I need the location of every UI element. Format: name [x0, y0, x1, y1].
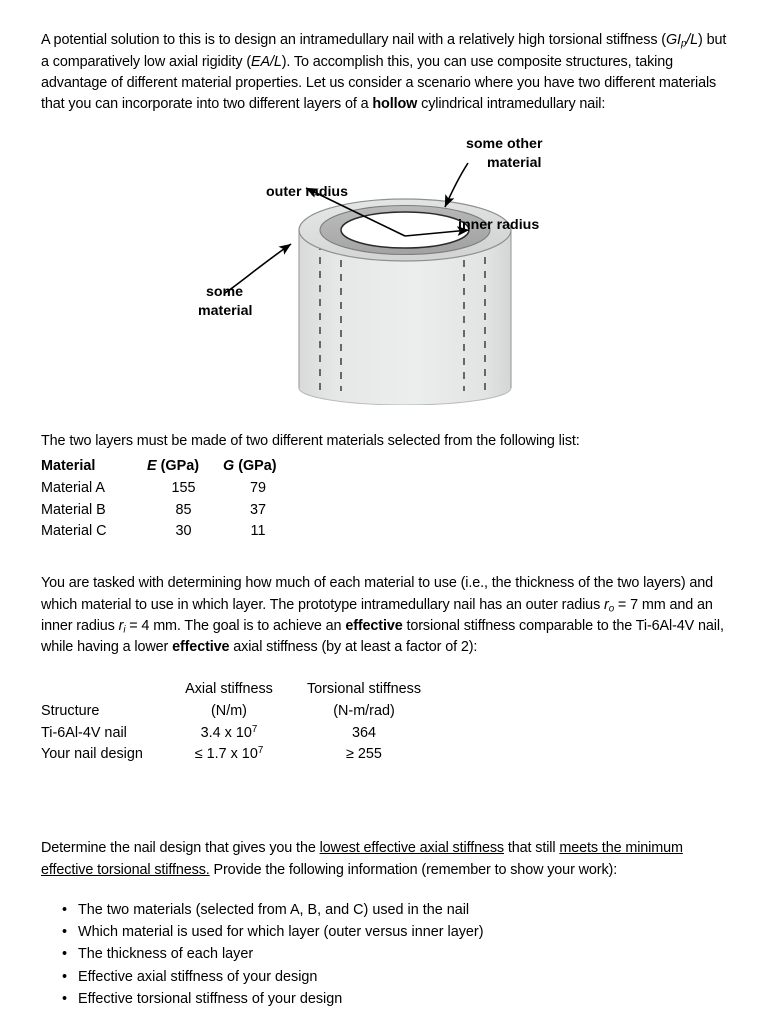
material-g-value: 37	[249, 501, 266, 518]
shear-modulus-unit: (GPa)	[234, 458, 277, 474]
list-item: • The two materials (selected from A, B, and C) used in the nail	[62, 899, 483, 921]
axial-stiffness-value	[163, 723, 295, 745]
stiffness-header-torsional: Torsional stiffness	[306, 681, 422, 697]
material-e-value: 30	[175, 523, 192, 540]
material-header-shear-modulus	[223, 456, 293, 478]
outer-radius-subscript: o	[608, 603, 615, 615]
intro-paragraph	[41, 30, 727, 115]
determine-text-2: that still	[504, 840, 560, 857]
intro-text-2: ) but a comparatively low axial rigidity (	[41, 32, 727, 70]
list-item: • Which material is used for which layer (outer versus inner layer)	[62, 921, 483, 943]
intro-text-3: ). To accomplish this, you can use composite structures, taking advantage of different material properties. Let us consider a scenario where you have two different materials that you can incorporate into two different layers of a	[41, 53, 717, 113]
some-material-label-line1: some	[206, 284, 244, 300]
task-text-1: You are tasked with determining how much of each material to use (i.e., the thickness of the two layers) and which material to use in which layer. The prototype intramedullary nail has an outer radius	[41, 575, 714, 613]
material-properties-table	[41, 456, 293, 543]
some-other-material-label-line2: material	[487, 155, 542, 171]
minimum-torsional-stiffness-underline: meets the minimum effective torsional stiffness.	[41, 840, 683, 878]
material-e-value: 85	[175, 501, 192, 518]
torsional-rigidity-length: /L	[686, 32, 699, 49]
some-material-label-line2: material	[198, 303, 253, 319]
stiffness-header-axial-unit: (N/m)	[211, 702, 247, 719]
torsional-stiffness-value: ≥ 255	[346, 746, 382, 763]
list-item: • The thickness of each layer	[62, 943, 483, 965]
task-paragraph	[41, 573, 727, 658]
stiffness-header-torsional-unit: (N-m/rad)	[333, 702, 395, 719]
outer-radius-symbol: r	[604, 596, 609, 613]
inner-radius-symbol: r	[118, 617, 124, 634]
material-table-header-row	[41, 456, 293, 478]
table-row	[41, 500, 293, 522]
youngs-modulus-symbol: E	[147, 458, 157, 474]
inner-radius-hole-ellipse	[341, 212, 469, 248]
youngs-modulus-unit: (GPa)	[156, 458, 199, 474]
material-name: Material A	[41, 479, 105, 496]
determine-text-1: Determine the nail design that gives you the	[41, 840, 320, 857]
material-g-value: 79	[249, 479, 266, 496]
shear-modulus-symbol: G	[223, 458, 235, 474]
task-text-5: axial stiffness (by at least a factor of 2):	[229, 639, 478, 656]
polar-moment-subscript: p	[680, 39, 687, 51]
material-name: Material B	[41, 501, 106, 518]
material-g-value: 11	[250, 523, 266, 540]
structure-name: Ti-6Al-4V nail	[41, 724, 127, 741]
task-text-3: = 4 mm. The goal is to achieve an	[125, 617, 346, 634]
inner-radius-label: inner radius	[458, 217, 540, 233]
requirements-bullet-list	[62, 899, 483, 1010]
axial-exponent: 7	[251, 723, 258, 735]
structure-name: Your nail design	[41, 746, 143, 763]
axial-exponent: 7	[257, 745, 264, 757]
material-name: Material C	[41, 523, 107, 540]
stiffness-header-axial: Axial stiffness	[185, 681, 273, 697]
table-row	[41, 744, 433, 766]
some-other-material-leader	[445, 163, 468, 207]
hollow-cylinder-figure	[170, 133, 590, 405]
torsional-stiffness-value: 364	[351, 724, 376, 741]
some-other-material-label-line1: some other	[466, 136, 543, 152]
axial-mantissa: ≤ 1.7 x 10	[194, 746, 258, 763]
material-header-name: Material	[41, 458, 96, 474]
effective-emphasis-2: effective	[172, 639, 230, 656]
stiffness-requirements-table	[41, 679, 433, 766]
table-row	[41, 723, 433, 745]
outer-radius-label: outer radius	[266, 184, 348, 200]
effective-emphasis-1: effective	[345, 617, 403, 634]
hollow-emphasis: hollow	[372, 96, 418, 113]
table-row	[41, 521, 293, 543]
two-layers-paragraph: The two layers must be made of two different materials selected from the following list:	[41, 433, 580, 450]
stiffness-header-structure: Structure	[41, 702, 100, 719]
inner-radius-subscript: i	[123, 624, 126, 636]
material-header-youngs-modulus	[144, 456, 223, 478]
task-text-4: torsional stiffness comparable to the Ti-6Al-4V nail, while having a lower	[41, 617, 724, 656]
axial-stiffness-value	[163, 744, 295, 766]
list-item: • Effective torsional stiffness of your design	[62, 988, 483, 1010]
intro-text-1: A potential solution to this is to design an intramedullary nail with a relatively high torsional stiffness (	[41, 32, 666, 49]
torsional-rigidity-symbol: GI	[665, 32, 681, 49]
list-item: • Effective axial stiffness of your design	[62, 966, 483, 988]
axial-rigidity-symbol: EA/L	[251, 53, 282, 70]
stiffness-table-header-row-1	[41, 679, 433, 701]
lowest-axial-stiffness-underline: lowest effective axial stiffness	[319, 840, 504, 857]
material-e-value: 155	[171, 479, 196, 496]
determine-text-3: Provide the following information (remember to show your work):	[209, 861, 618, 878]
task-text-2: = 7 mm and an inner radius	[41, 596, 713, 634]
axial-mantissa: 3.4 x 10	[200, 724, 252, 741]
intro-text-4: cylindrical intramedullary nail:	[417, 96, 606, 113]
table-row	[41, 478, 293, 500]
determine-paragraph	[41, 838, 727, 881]
